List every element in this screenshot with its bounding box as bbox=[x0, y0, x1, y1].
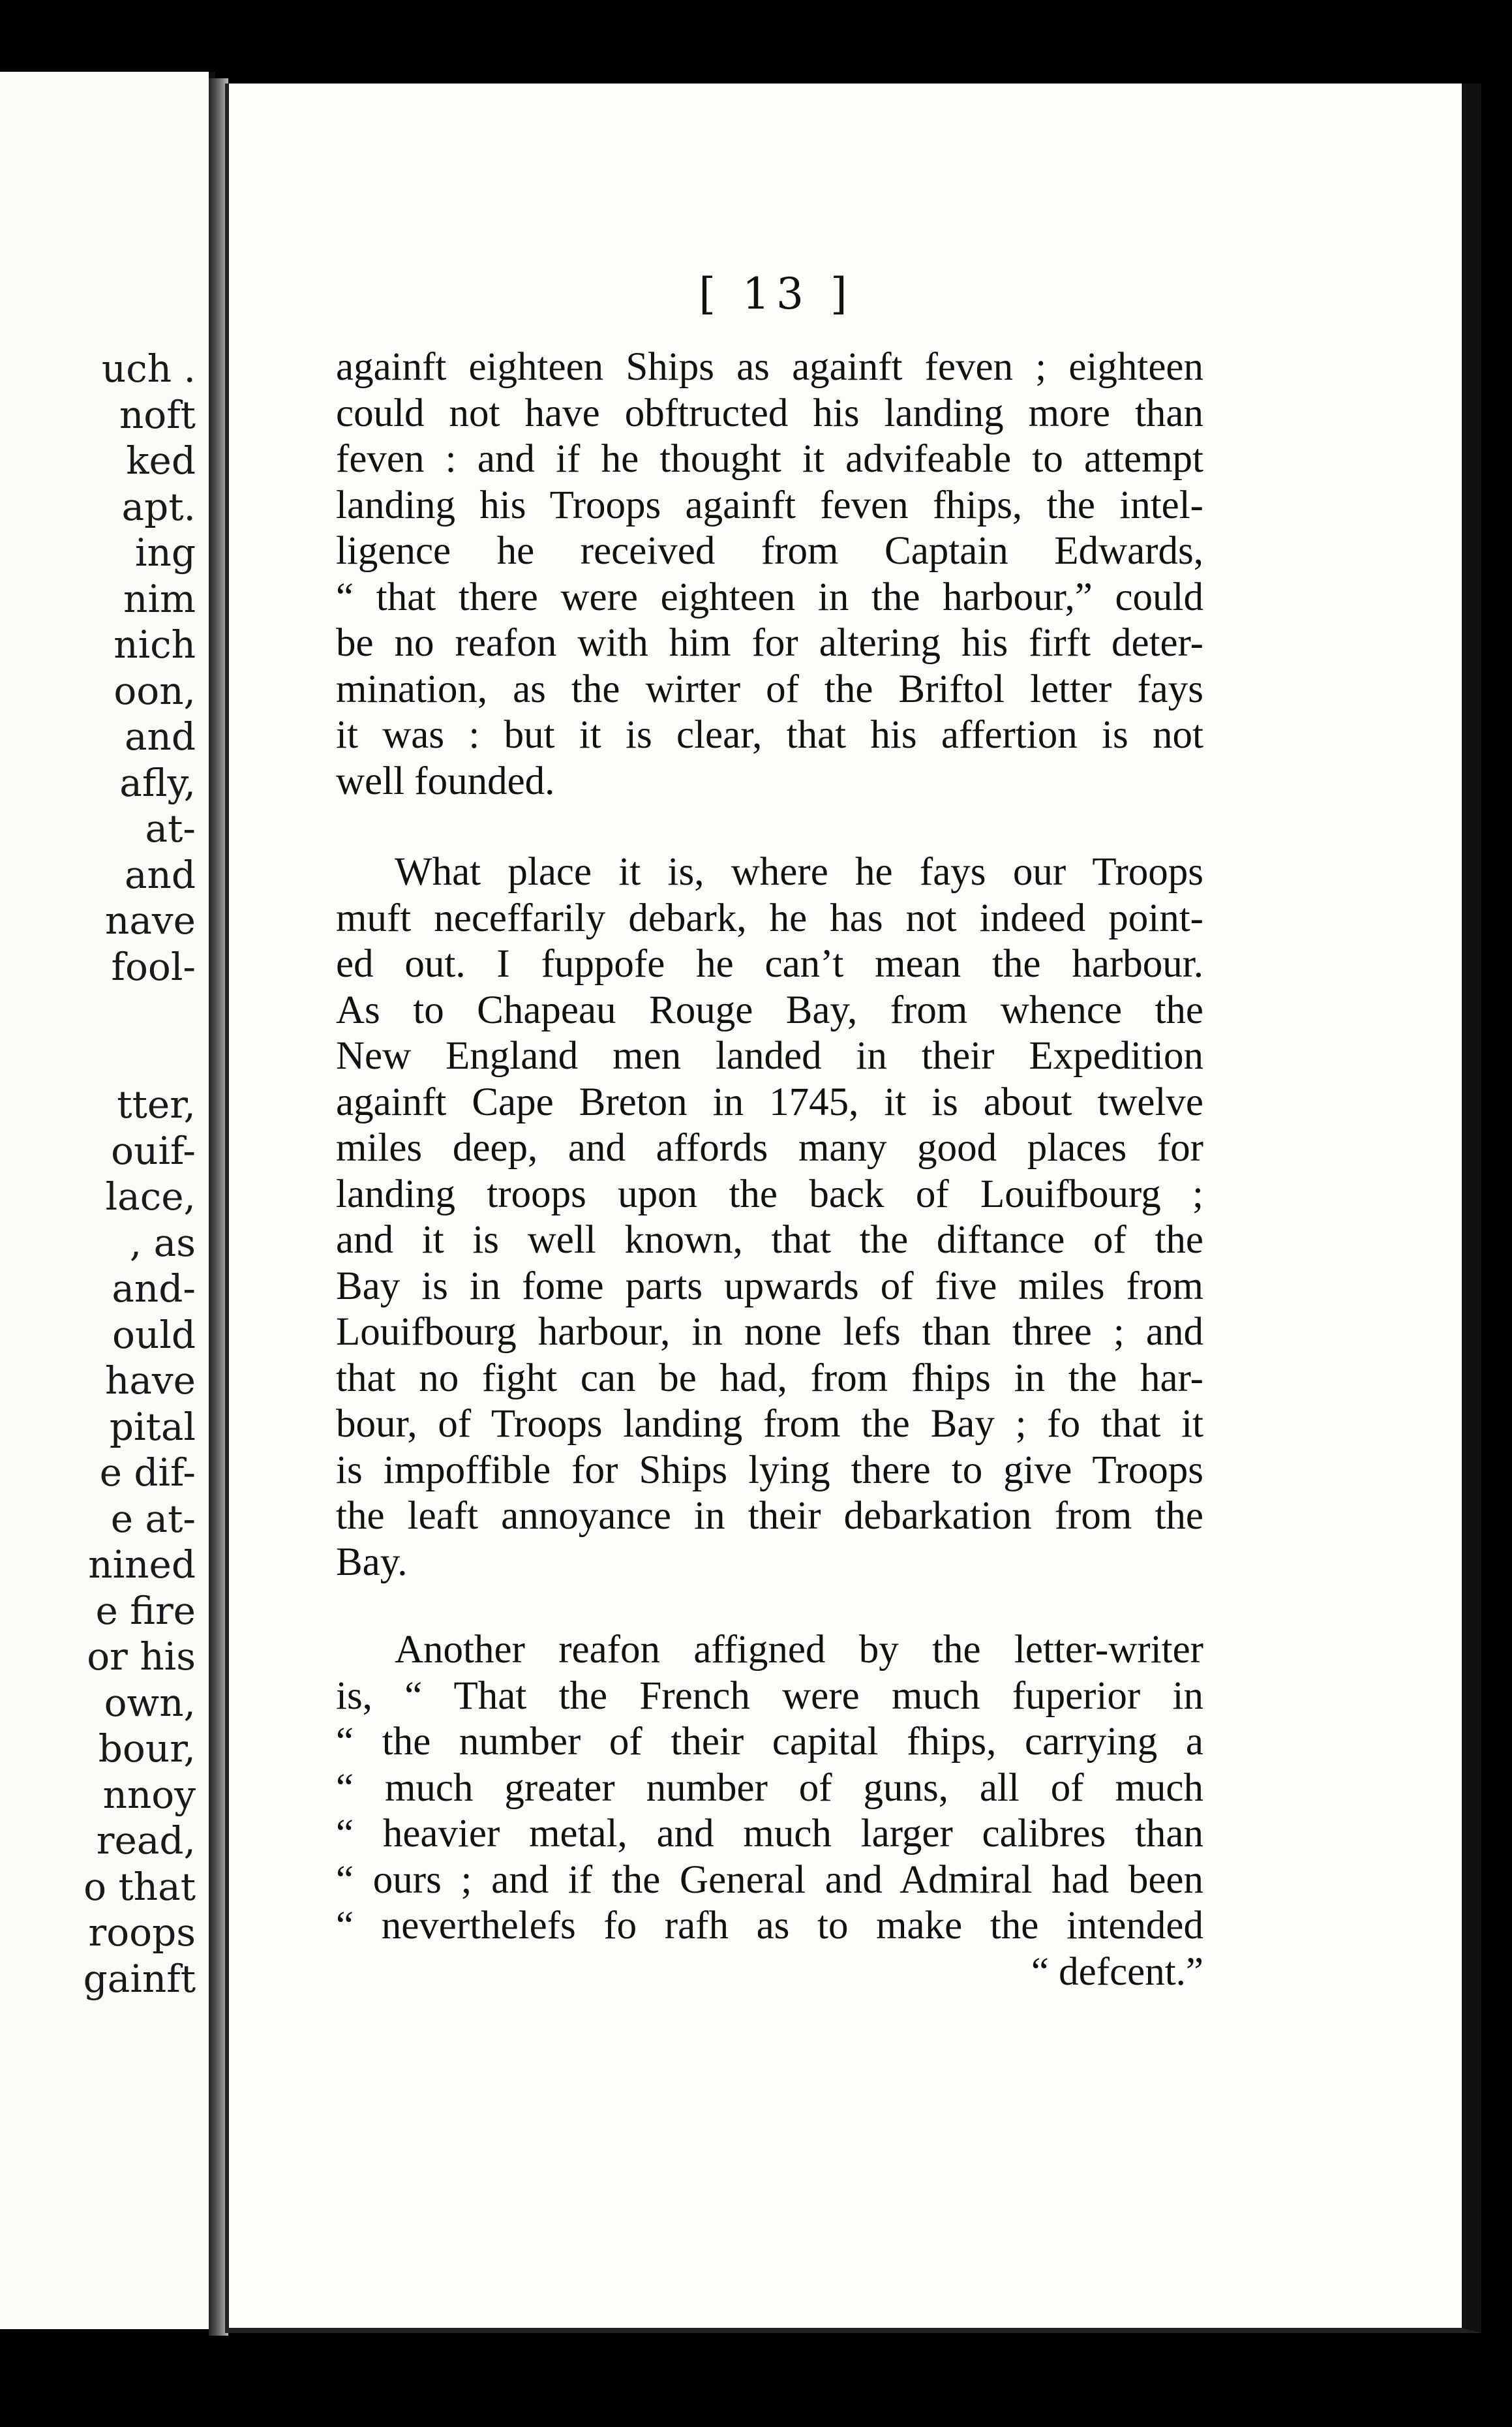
left-page-line: nnoy bbox=[102, 1772, 196, 1817]
text-line: could not have obftructed his landing more than bbox=[336, 391, 1203, 435]
left-page-line: gainft bbox=[83, 1956, 196, 2001]
text-line: Bay. bbox=[336, 1540, 408, 1584]
left-page-line: have bbox=[104, 1358, 196, 1403]
text-line: “ defcent.” bbox=[1031, 1949, 1203, 1994]
left-page-line: lace, bbox=[105, 1174, 196, 1219]
left-page-line: uch . bbox=[101, 346, 196, 391]
left-page-line: o that bbox=[83, 1864, 196, 1909]
text-line: “ heavier metal, and much larger calibres than bbox=[336, 1812, 1203, 1855]
left-page-line: nave bbox=[104, 898, 196, 943]
text-line: it was : but it is clear, that his affertion is not bbox=[336, 713, 1203, 757]
text-line: landing troops upon the back of Louifbourg ; bbox=[336, 1172, 1203, 1216]
left-page-line: nined bbox=[88, 1542, 196, 1587]
text-line: bour, of Troops landing from the Bay ; fo that it bbox=[336, 1402, 1203, 1446]
text-line: againft Cape Breton in 1745, it is about twelve bbox=[336, 1080, 1203, 1124]
text-line: feven : and if he thought it advifeable to attempt bbox=[336, 437, 1203, 481]
text-line: “ much greater number of guns, all of much bbox=[336, 1765, 1203, 1810]
left-page-line: afly, bbox=[119, 760, 196, 805]
text-line: be no reafon with him for altering his firft deter- bbox=[336, 621, 1203, 665]
left-page-line: roops bbox=[88, 1910, 196, 1955]
text-line: is impoffible for Ships lying there to give Troops bbox=[336, 1448, 1203, 1492]
left-page-line: and- bbox=[112, 1266, 196, 1311]
paragraph-2 bbox=[336, 849, 1203, 1585]
left-page-line: nich bbox=[113, 622, 196, 667]
left-page-line: ouif- bbox=[111, 1128, 196, 1173]
left-page-line: bour, bbox=[98, 1726, 196, 1771]
text-line: Louifbourg harbour, in none lefs than three ; and bbox=[336, 1310, 1203, 1354]
left-page-line: or his bbox=[87, 1634, 196, 1679]
text-line: As to Chapeau Rouge Bay, from whence the bbox=[336, 988, 1203, 1032]
text-line: well founded. bbox=[336, 759, 555, 803]
left-page-line: and bbox=[124, 714, 196, 759]
paragraph-3 bbox=[336, 1627, 1203, 1995]
text-line: Another reafon affigned by the letter-writer bbox=[395, 1628, 1203, 1671]
text-line: landing his Troops againft feven fhips, the intel- bbox=[336, 483, 1203, 527]
text-line: againft eighteen Ships as againft feven ; eighteen bbox=[336, 345, 1203, 389]
left-page-line: ked bbox=[126, 438, 196, 483]
text-line: “ that there were eighteen in the harbour,” could bbox=[336, 575, 1203, 619]
text-line: muft neceffarily debark, he has not indeed point- bbox=[336, 896, 1203, 940]
left-page-line: e dif- bbox=[99, 1450, 196, 1495]
left-page-line: own, bbox=[104, 1680, 196, 1725]
left-page-line: tter, bbox=[117, 1082, 196, 1127]
left-page-line: oon, bbox=[113, 668, 196, 713]
left-page-line: noft bbox=[119, 392, 196, 437]
left-page-line: at- bbox=[145, 806, 196, 851]
text-line: “ neverthelefs fo rafh as to make the intended bbox=[336, 1904, 1203, 1947]
text-line: that no fight can be had, from fhips in the har- bbox=[336, 1356, 1203, 1400]
text-line: “ the number of their capital fhips, carrying a bbox=[336, 1720, 1203, 1763]
text-line: is, “ That the French were much fuperior in bbox=[336, 1673, 1203, 1718]
left-page-line: e at- bbox=[110, 1496, 196, 1541]
left-page-line: , as bbox=[129, 1220, 196, 1265]
left-page-line: nim bbox=[123, 576, 196, 621]
text-line: and it is well known, that the diftance of the bbox=[336, 1218, 1203, 1262]
left-facing-page bbox=[0, 72, 215, 2329]
text-line: ed out. I fuppofe he can’t mean the harbour. bbox=[336, 942, 1203, 986]
paragraph-1 bbox=[336, 344, 1203, 804]
page-number: [ 13 ] bbox=[699, 269, 854, 319]
left-page-line: fool- bbox=[111, 944, 196, 989]
text-line: ligence he received from Captain Edwards, bbox=[336, 529, 1203, 573]
left-page-line: ould bbox=[112, 1312, 196, 1357]
text-line: “ ours ; and if the General and Admiral had been bbox=[336, 1857, 1203, 1902]
text-line: New England men landed in their Expedition bbox=[336, 1034, 1203, 1078]
left-page-line: e fire bbox=[95, 1588, 196, 1633]
left-page-line: and bbox=[124, 852, 196, 897]
text-line: Bay is in fome parts upwards of five miles from bbox=[336, 1264, 1203, 1308]
left-page-line: read, bbox=[96, 1818, 196, 1863]
left-page-line: apt. bbox=[121, 484, 196, 529]
text-line: miles deep, and affords many good places for bbox=[336, 1126, 1203, 1170]
text-line: What place it is, where he fays our Troops bbox=[395, 850, 1203, 894]
left-page-line: pital bbox=[109, 1404, 196, 1449]
left-page-line: ing bbox=[134, 530, 196, 575]
text-line: the leaft annoyance in their debarkation from the bbox=[336, 1494, 1203, 1538]
text-line: mination, as the wirter of the Briftol letter fays bbox=[336, 667, 1203, 711]
